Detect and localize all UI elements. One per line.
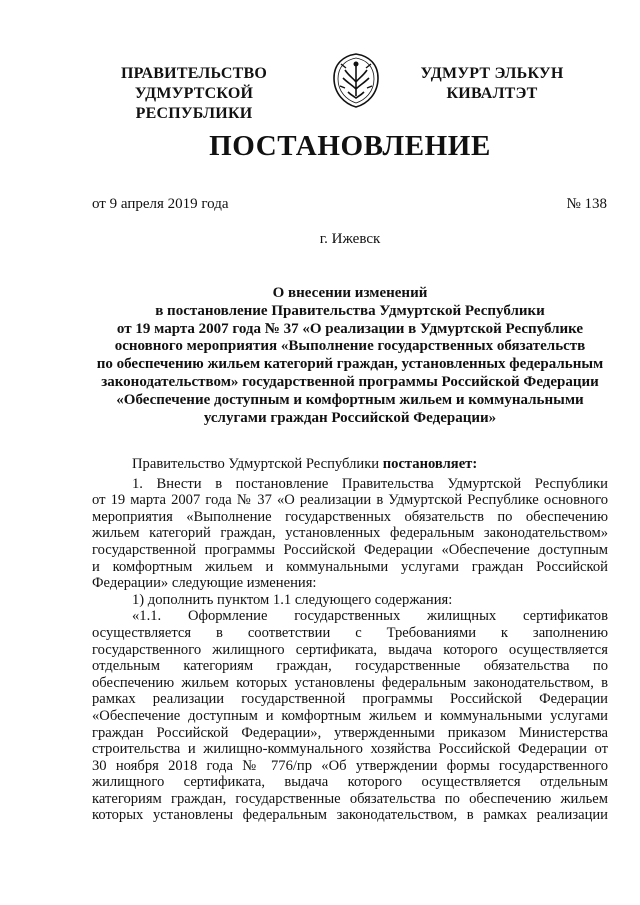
issuer-russian-line1: ПРАВИТЕЛЬСТВО — [120, 65, 268, 82]
item1-line: и комфортным жильем и коммунальными услугами граждан Российской — [92, 558, 608, 575]
subject-line: «Обеспечение доступным и комфортным жильем и коммунальными — [116, 391, 584, 408]
intro-colon: : — [472, 456, 478, 472]
subject-line: от 19 марта 2007 года № 37 «О реализации в Удмуртской Республике — [116, 320, 584, 337]
subject-line: законодательством» государственной программы Российской Федерации — [101, 373, 599, 390]
resolution-intro — [92, 456, 608, 473]
quote-line: осуществляется в соответствии с Требованиями к заполнению — [92, 624, 608, 641]
quote-line: «Обеспечение доступным и комфортным жильем и коммунальными услугами — [92, 707, 608, 724]
subject-line: в постановление Правительства Удмуртской Республики — [155, 302, 545, 319]
quote-line: категориям граждан, государственные обязательства по обеспечению жильем — [92, 790, 608, 807]
intro-keyword: постановляет — [382, 456, 473, 472]
subject-line: по обеспечению жильем категорий граждан, установленных федеральным — [96, 356, 604, 373]
issuer-udmurt-line1: УДМУРТ ЭЛЬКУН — [420, 65, 564, 82]
item1-line: Федерации» следующие изменения: — [92, 575, 317, 592]
issuer-udmurt — [392, 64, 592, 104]
quote-line: 30 ноября 2018 года № 776/пр «Об утверждении формы государственного — [92, 757, 608, 774]
item1-line: 1. Внести в постановление Правительства Удмуртской Республики — [132, 475, 608, 492]
issuer-russian-line2: УДМУРТСКОЙ РЕСПУБЛИКИ — [134, 85, 254, 122]
subject-line: О внесении изменений — [272, 285, 428, 301]
quote-line: обеспечению жильем которых установлены федеральным законодательством, в — [92, 674, 608, 691]
subject-line: услугами граждан Российской Федерации» — [203, 409, 497, 426]
quote-line: «1.1. Оформление государственных жилищных сертификатов — [132, 608, 608, 625]
quote-line: рамках реализации государственной программы Российской Федерации — [92, 691, 608, 708]
document-subject — [70, 285, 630, 427]
item1-line: от 19 марта 2007 года № 37 «О реализации в Удмуртской Республике основного — [92, 492, 608, 509]
document-body — [92, 456, 608, 824]
document-date: от 9 апреля 2019 года — [92, 196, 229, 212]
quote-line: строительства и жилищно-коммунального хозяйства Российской Федерации от — [92, 741, 608, 758]
subitem1: 1) дополнить пунктом 1.1 следующего содержания: — [132, 591, 453, 608]
document-title: ПОСТАНОВЛЕНИЕ — [209, 130, 491, 162]
document-city: г. Ижевск — [319, 231, 381, 247]
quote-line: которых установлены федеральным законодательством, в рамках реализации — [92, 807, 608, 824]
document-number: № 138 — [566, 196, 607, 212]
quote-line: граждан Российской Федерации», утвержденными приказом Министерства — [92, 724, 608, 741]
quote-line: отдельным категориям граждан, государственные обязательства по — [92, 658, 608, 675]
udmurt-coat-of-arms-icon — [331, 52, 381, 108]
item1-line: мероприятия «Выполнение государственных обязательств по обеспечению — [92, 508, 608, 525]
issuer-udmurt-line2: КИВАЛТЭТ — [446, 85, 538, 102]
item1-line: жильем категорий граждан, установленных федеральным законодательством» — [92, 525, 608, 542]
quote-line: жилищного сертификата, выдача которого осуществляется отдельным — [92, 774, 608, 791]
quote-line: государственного жилищного сертификата, выдача которого осуществляется — [92, 641, 608, 658]
subject-line: основного мероприятия «Выполнение государственных обязательств — [114, 338, 586, 355]
intro-text: Правительство Удмуртской Республики — [132, 456, 383, 472]
item1-line: государственной программы Российской Федерации «Обеспечение доступным — [92, 541, 608, 558]
issuer-russian — [84, 64, 304, 124]
